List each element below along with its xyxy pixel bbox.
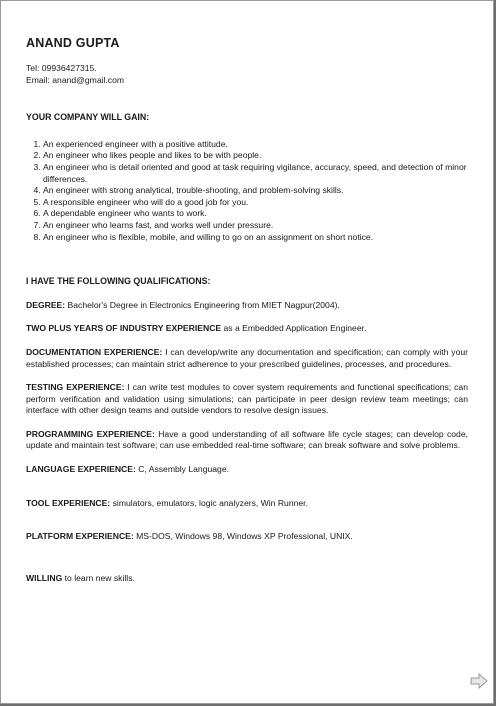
- list-item: 7. An engineer who learns fast, and works well under pressure.: [43, 220, 468, 232]
- email-text: Email: anand@gmail.com: [26, 74, 125, 85]
- list-item: 4. An engineer with strong analytical, trouble-shooting, and problem-solving skills.: [43, 185, 468, 197]
- degree-section: [26, 300, 468, 312]
- next-arrow-icon[interactable]: [470, 673, 488, 689]
- willing-label: WILLING: [26, 572, 63, 583]
- testing-label: TESTING EXPERIENCE:: [26, 382, 125, 393]
- programming-section: [26, 429, 468, 452]
- platform-label: PLATFORM EXPERIENCE:: [26, 531, 134, 542]
- company-gain-heading: YOUR COMPANY WILL GAIN:: [26, 112, 150, 123]
- company-gain-list: [26, 139, 468, 243]
- list-item: 5. A responsible engineer who will do a good job for you.: [43, 197, 468, 209]
- resume-page: [26, 36, 468, 596]
- tool-label: TOOL EXPERIENCE:: [26, 497, 111, 508]
- documentation-label: DOCUMENTATION EXPERIENCE:: [26, 346, 163, 357]
- willing-text: to learn new skills.: [62, 572, 135, 583]
- experience-section: [26, 323, 468, 335]
- candidate-name: ANAND GUPTA: [26, 36, 120, 50]
- contact-block: [26, 63, 468, 86]
- experience-text: as a Embedded Application Engineer.: [221, 323, 367, 334]
- willing-section: [26, 573, 468, 585]
- tool-section: [26, 498, 468, 510]
- platform-section: [26, 531, 468, 543]
- list-item: 6. A dependable engineer who wants to work.: [43, 208, 468, 220]
- programming-text: Have a good understanding of all software life cycle stages; can develop code, update and maintain test software; can use embedded real-time software; can break software and solve problems.: [26, 428, 469, 451]
- language-section: [26, 464, 468, 476]
- qualifications-heading: I HAVE THE FOLLOWING QUALIFICATIONS:: [26, 276, 211, 287]
- tool-text: simulators, emulators, logic analyzers, Win Runner.: [110, 497, 308, 508]
- list-item: 3. An engineer who is detail oriented and good at task requiring vigilance, accuracy, speed, and detection of minor differences.: [43, 162, 468, 185]
- degree-label: DEGREE:: [26, 299, 66, 310]
- documentation-text: I can develop/write any documentation and specification; can comply with your established processes; can maintain strict adherence to your prescribed guidelines, processes, and procedures.: [26, 346, 468, 369]
- list-item: 8. An engineer who is flexible, mobile, and willing to go on an assignment on short notice.: [43, 232, 468, 244]
- phone-text: Tel: 09936427315.: [26, 63, 97, 73]
- testing-text: I can write test modules to cover system requirements and functional specifications; can perform verification and validation using simulations; can participate in peer design review team meetings; can interface with other design teams and outside vendors to resolve design issues.: [26, 382, 468, 416]
- list-item: 1. An experienced engineer with a positive attitude.: [43, 139, 468, 151]
- platform-text: MS-DOS, Windows 98, Windows XP Professional, UNIX.: [133, 531, 353, 542]
- list-item: 2. An engineer who likes people and likes to be with people.: [43, 150, 468, 162]
- language-label: LANGUAGE EXPERIENCE:: [26, 464, 136, 475]
- testing-section: [26, 382, 468, 417]
- documentation-section: [26, 347, 468, 370]
- degree-text: Bachelor's Degree in Electronics Engineering from MIET Nagpur(2004).: [65, 299, 340, 310]
- programming-label: PROGRAMMING EXPERIENCE:: [26, 428, 155, 439]
- experience-label: TWO PLUS YEARS OF INDUSTRY EXPERIENCE: [26, 323, 222, 334]
- language-text: C, Assembly Language.: [135, 464, 229, 475]
